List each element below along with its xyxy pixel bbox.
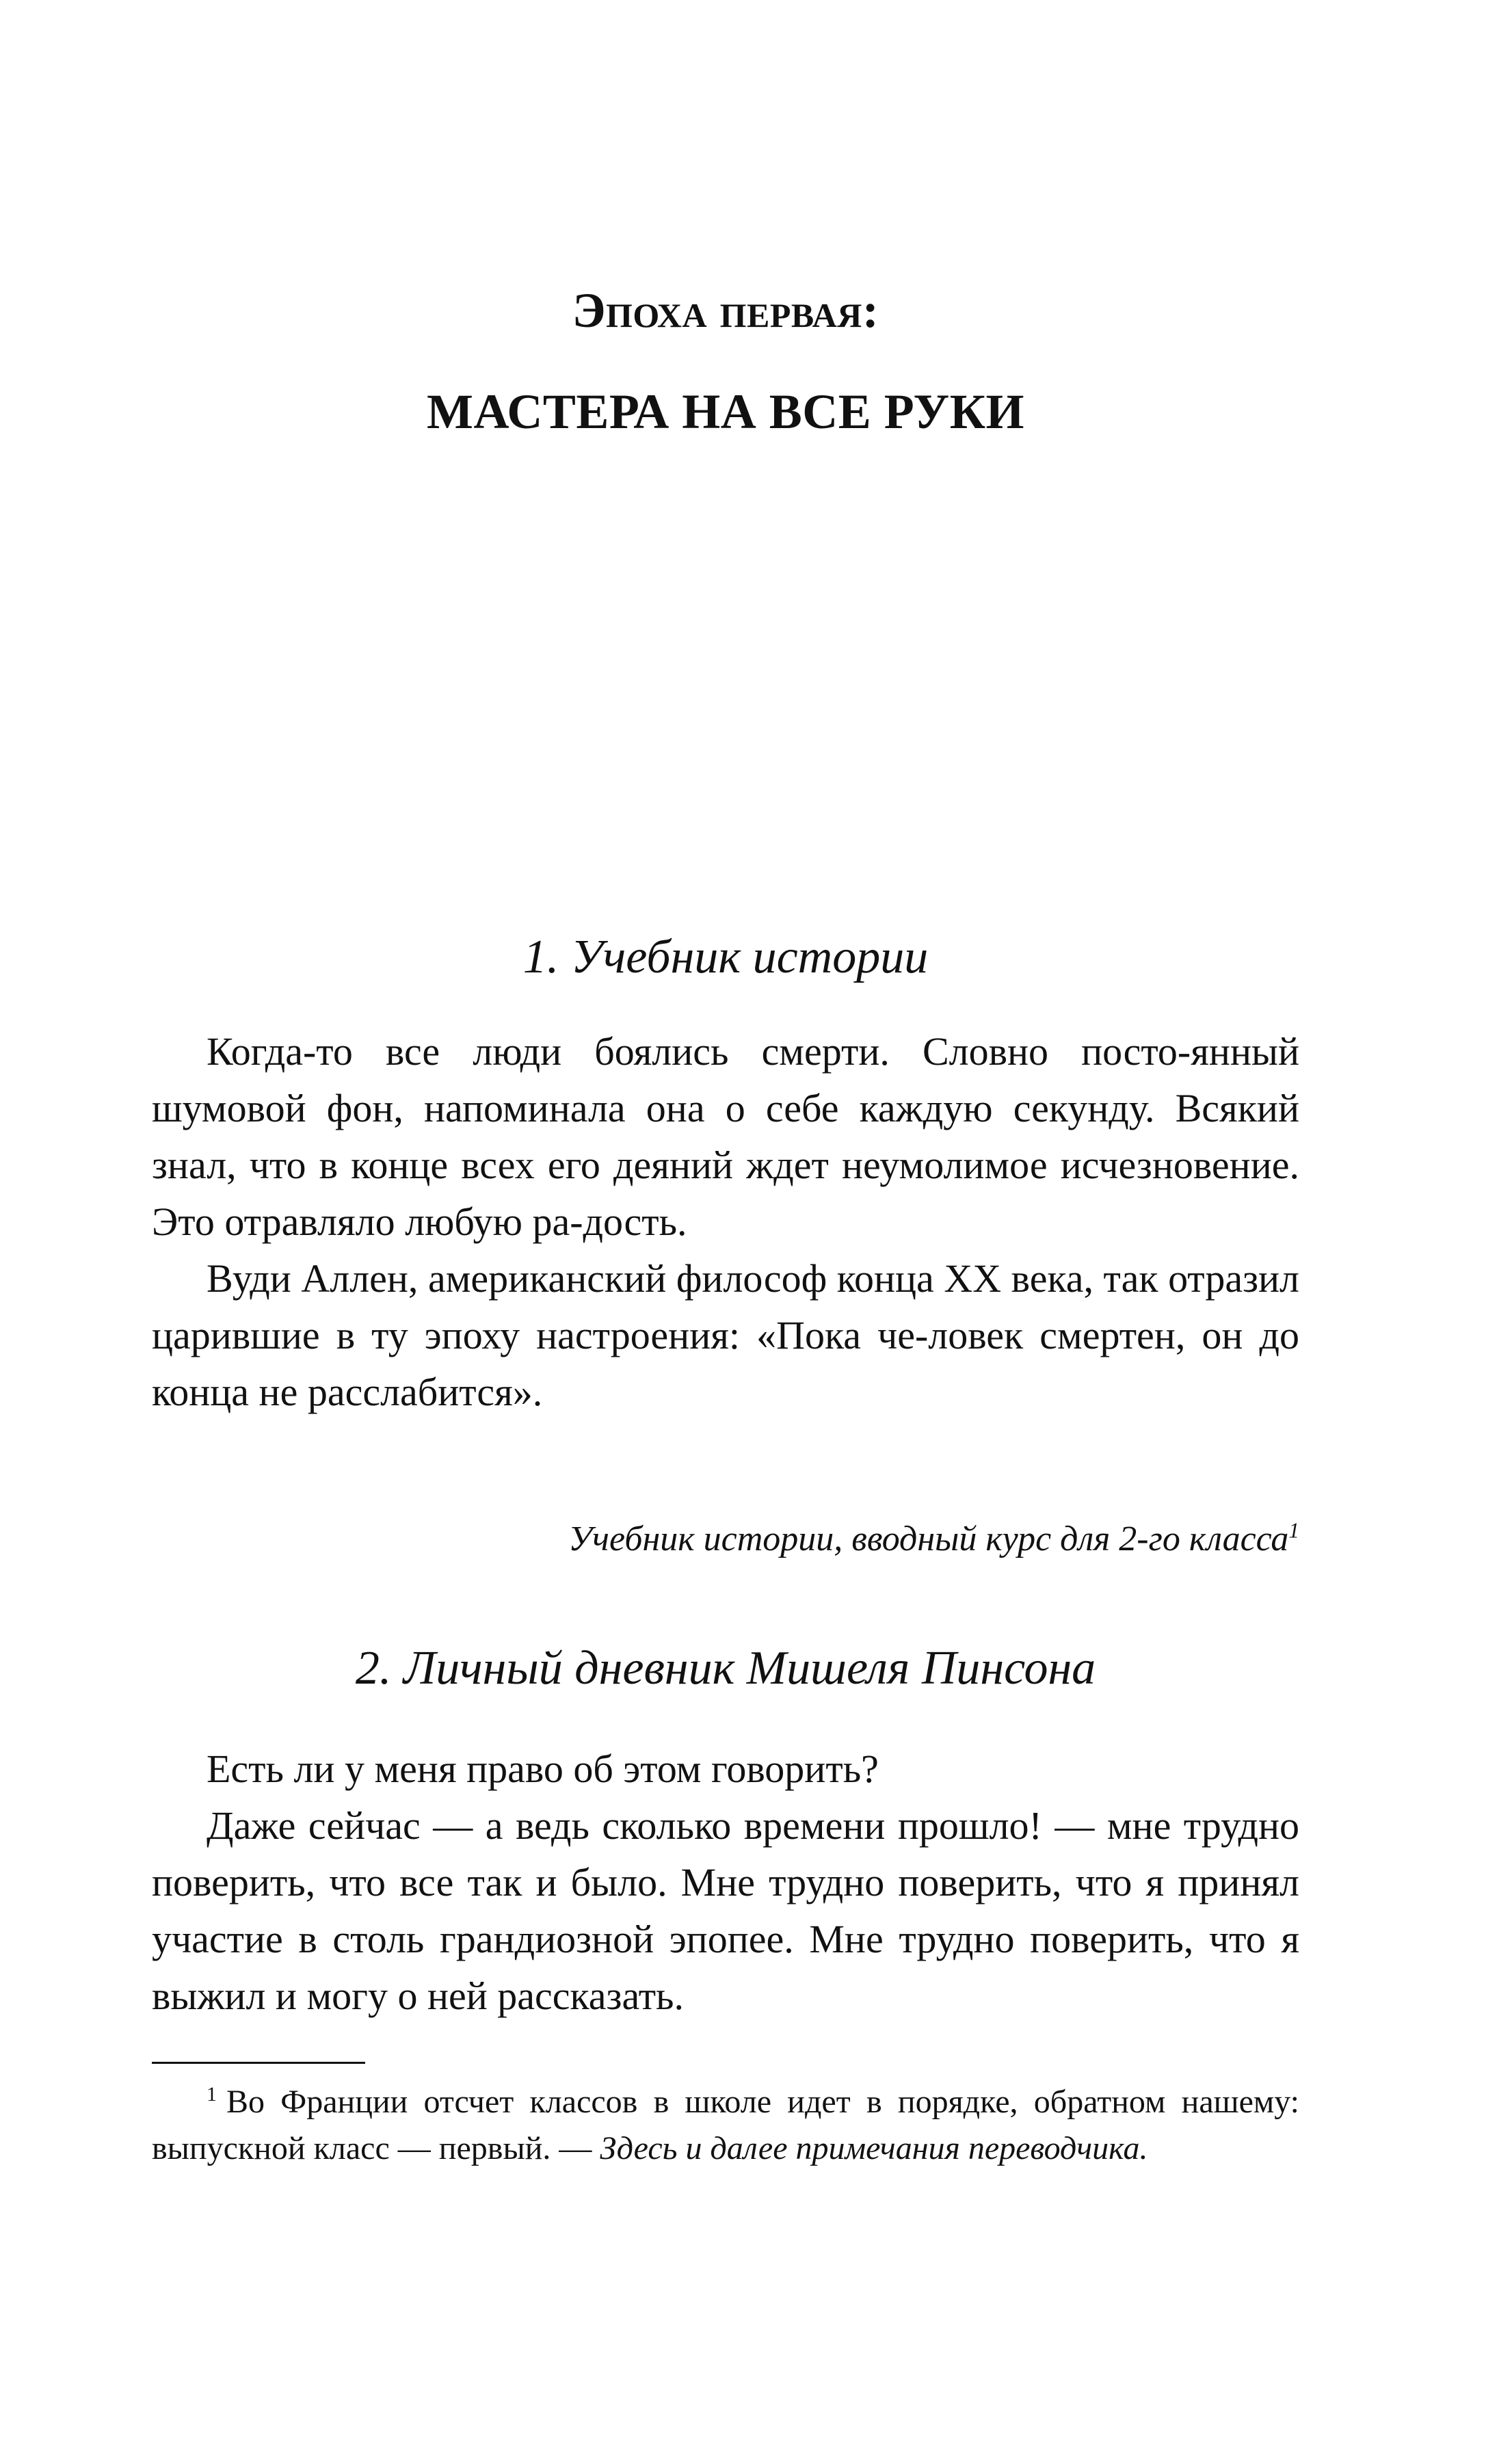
footnote: 1 Во Франции отсчет классов в школе идет в порядке, обратном нашему: выпускной класс — первый. — Здесь и далее примечания переводчика.	[152, 2083, 1299, 2166]
section1-paragraph2: Вуди Аллен, американский философ конца XX века, так отразил царившие в ту эпоху настроения: «Пока че-ловек смертен, он до конца не расслабится».	[152, 1256, 1299, 1414]
footnote-italic-text: Здесь и далее примечания переводчика.	[600, 2130, 1148, 2166]
section1-title: 1. Учебник истории	[522, 931, 929, 983]
section1-paragraph1: Когда-то все люди боялись смерти. Словно посто-янный шумовой фон, напоминала она о себе каждую секунду. Всякий знал, что в конце всех его деяний ждет неумолимое исчезновение. Это отравляло любую ра-дость.	[152, 1029, 1299, 1244]
part-title-line1: Эпоха первая:	[572, 283, 879, 338]
section2-paragraph2: Даже сейчас — а ведь сколько времени прошло! — мне трудно поверить, что все так и было. Мне трудно поверить, что я принял участие в столь грандиозной эпопее. Мне трудно поверить, что я выжил и могу о ней рассказать.	[152, 1803, 1299, 2018]
section1-body	[152, 1023, 1299, 1420]
attribution-footnote-mark: 1	[1288, 1518, 1299, 1543]
footnote-divider	[152, 2062, 365, 2064]
part-title-line2: МАСТЕРА НА ВСЕ РУКИ	[427, 384, 1024, 439]
attribution-text: Учебник истории, вводный курс для 2-го класса	[568, 1519, 1289, 1558]
footnote-text: Во Франции отсчет классов в школе идет в порядке, обратном нашему: выпускной класс — первый. —	[152, 2084, 1299, 2166]
section2-body	[152, 1740, 1299, 2024]
section2-paragraph1: Есть ли у меня право об этом говорить?	[207, 1747, 879, 1791]
section2-title: 2. Личный дневник Мишеля Пинсона	[355, 1642, 1096, 1695]
section1-attribution	[152, 1518, 1299, 1558]
